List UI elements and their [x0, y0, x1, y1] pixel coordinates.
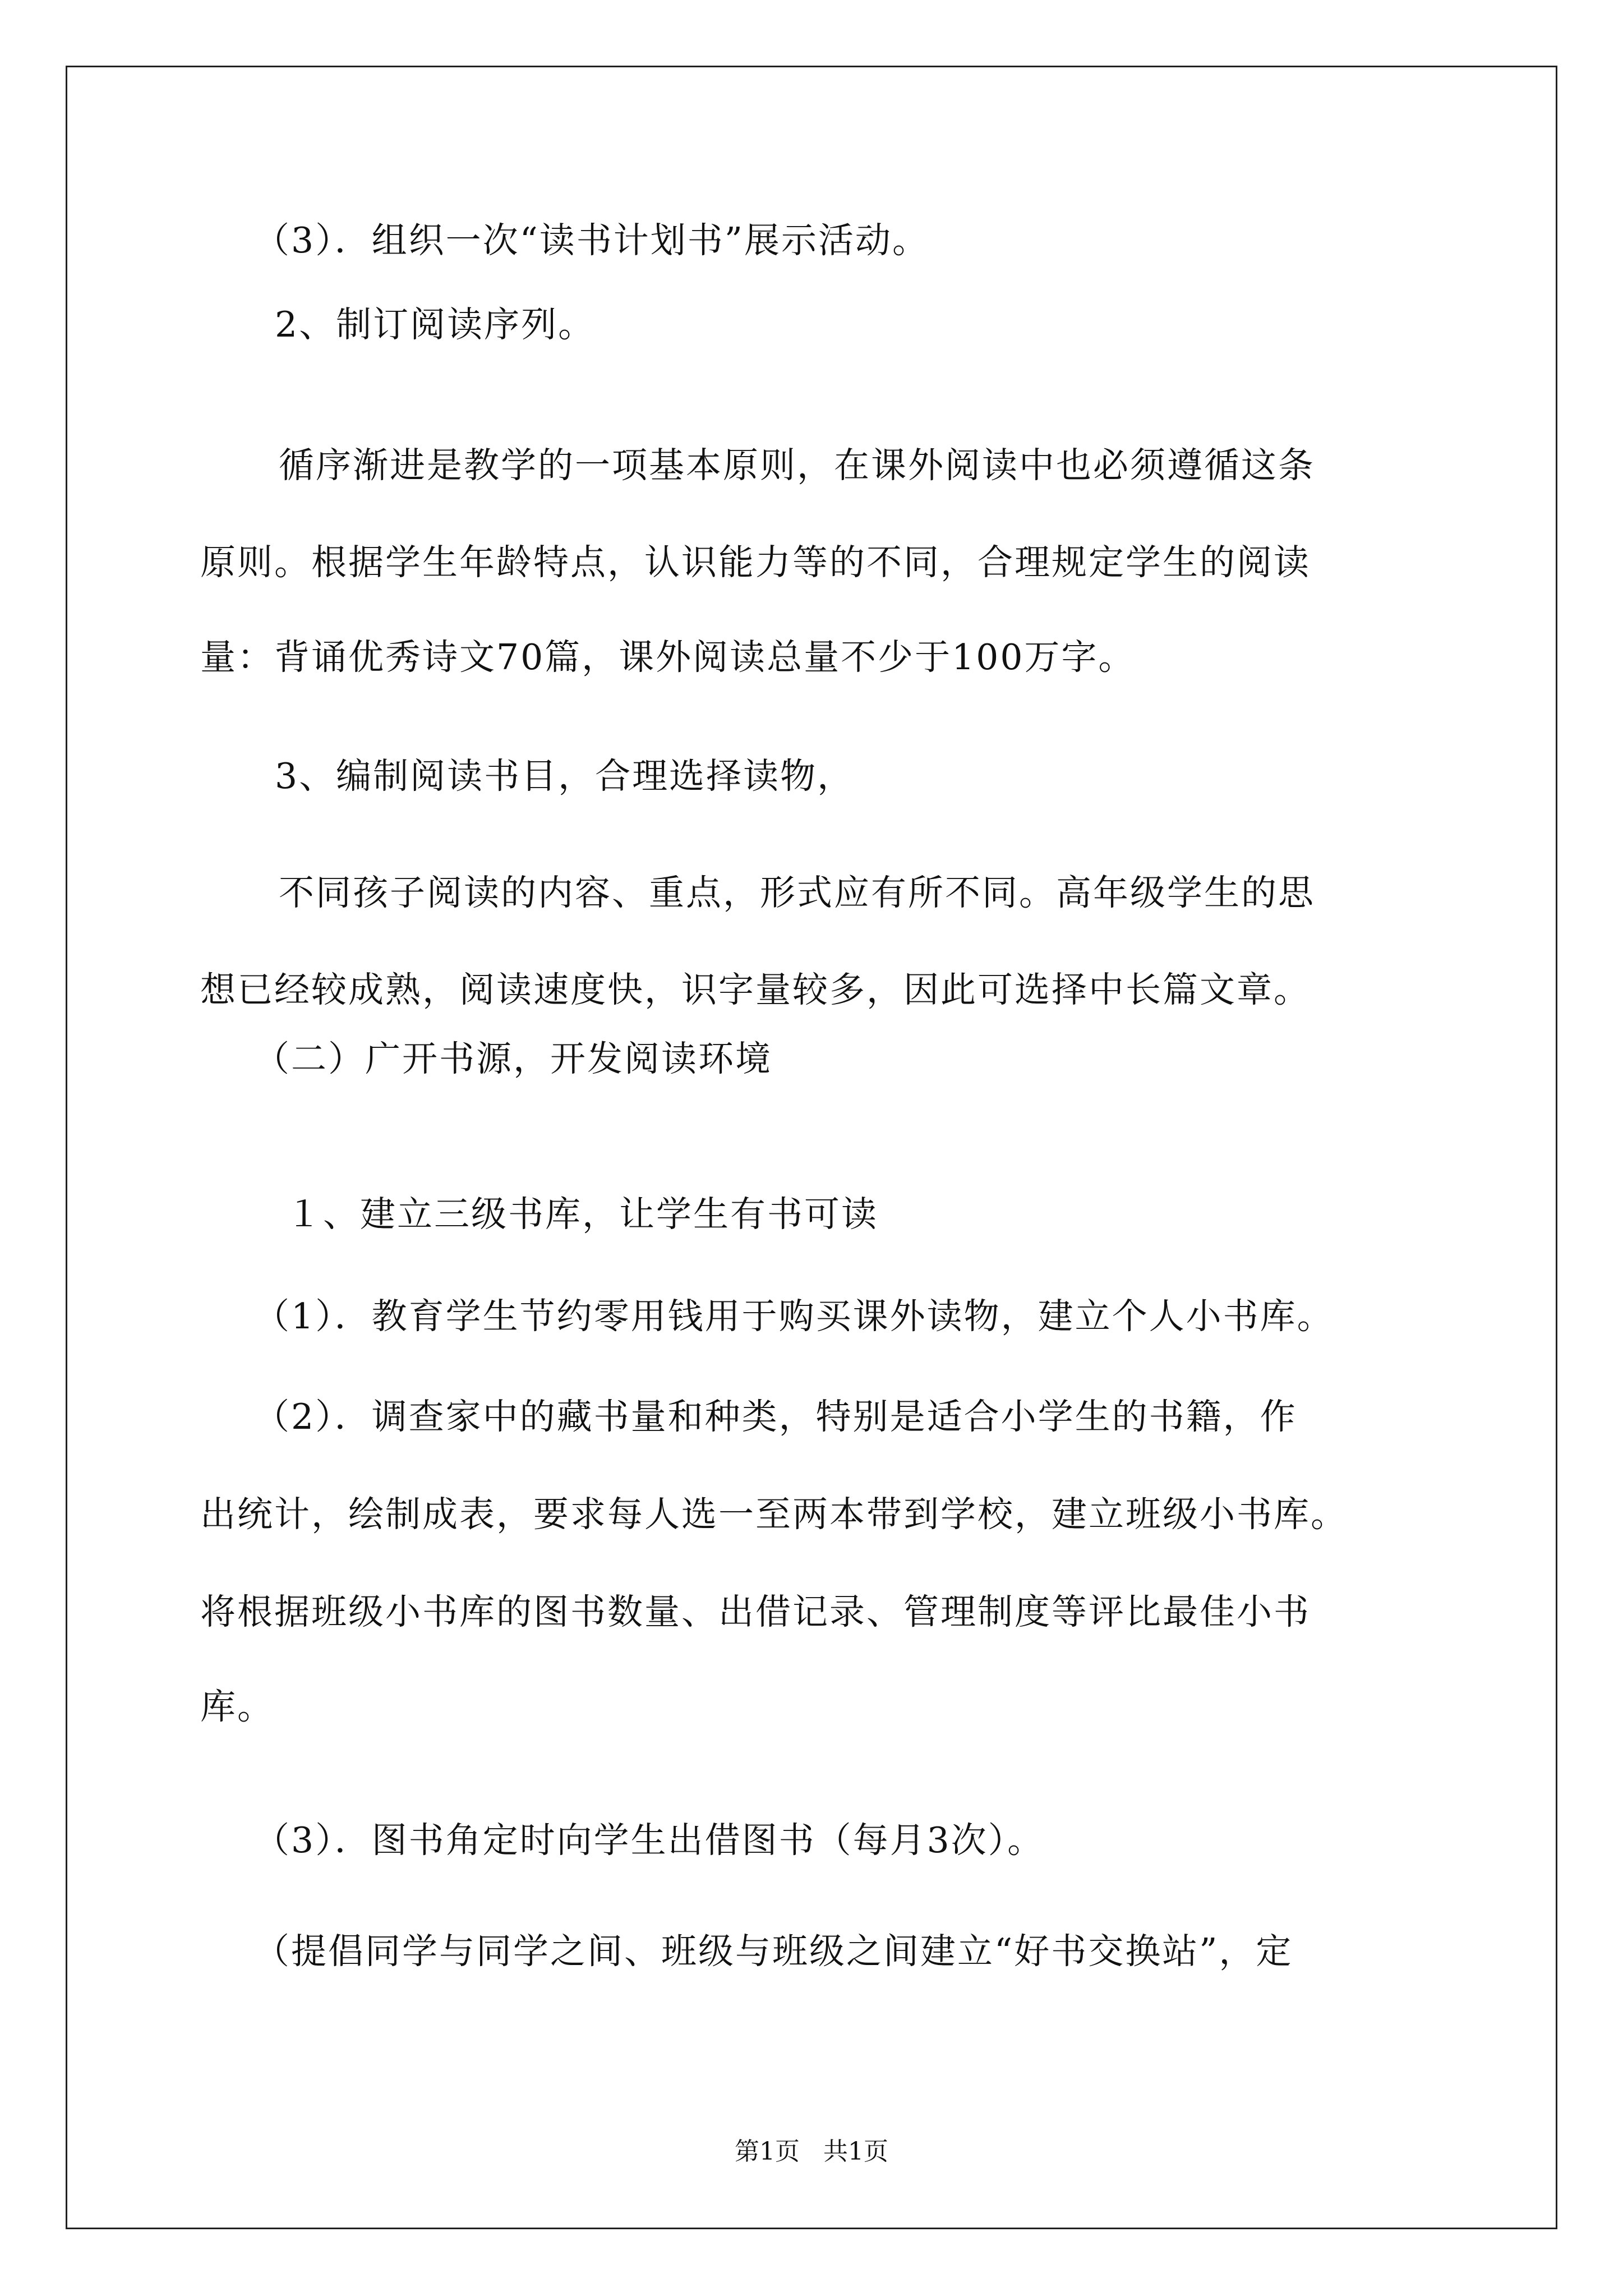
- text-line: （1）．教育学生节约零用钱用于购买课外读物，建立个人小书库。: [254, 1296, 1334, 1337]
- text-line: （提倡同学与同学之间、班级与班级之间建立“好书交换站”，定: [254, 1931, 1293, 1972]
- text-line: 库。: [200, 1686, 274, 1727]
- text-line: （二）广开书源，开发阅读环境: [254, 1038, 772, 1079]
- text-line: 量：背诵优秀诗文70篇，课外阅读总量不少于100万字。: [200, 637, 1136, 678]
- text-line: １、建立三级书库，让学生有书可读: [286, 1194, 878, 1235]
- text-line: 原则。根据学生年龄特点，认识能力等的不同，合理规定学生的阅读: [200, 542, 1311, 583]
- text-line: 想已经较成熟，阅读速度快，识字量较多，因此可选择中长篇文章。: [200, 969, 1311, 1010]
- page-border: [66, 66, 1557, 2229]
- text-line: （2）．调查家中的藏书量和种类，特别是适合小学生的书籍，作: [254, 1396, 1297, 1437]
- page-number-footer: 第1页 共1页: [735, 2137, 888, 2166]
- text-line: （3）．组织一次“读书计划书”展示活动。: [254, 220, 929, 261]
- text-line: 2、制订阅读序列。: [275, 304, 596, 345]
- text-line: 不同孩子阅读的内容、重点，形式应有所不同。高年级学生的思: [279, 872, 1315, 913]
- text-line: 出统计，绘制成表，要求每人选一至两本带到学校，建立班级小书库。: [200, 1494, 1348, 1535]
- text-line: 将根据班级小书库的图书数量、出借记录、管理制度等评比最佳小书: [200, 1591, 1311, 1632]
- text-line: 3、编制阅读书目，合理选择读物，: [275, 756, 855, 797]
- text-line: （3）．图书角定时向学生出借图书（每月3次）。: [254, 1820, 1045, 1861]
- text-line: 循序渐进是教学的一项基本原则，在课外阅读中也必须遵循这条: [279, 445, 1315, 486]
